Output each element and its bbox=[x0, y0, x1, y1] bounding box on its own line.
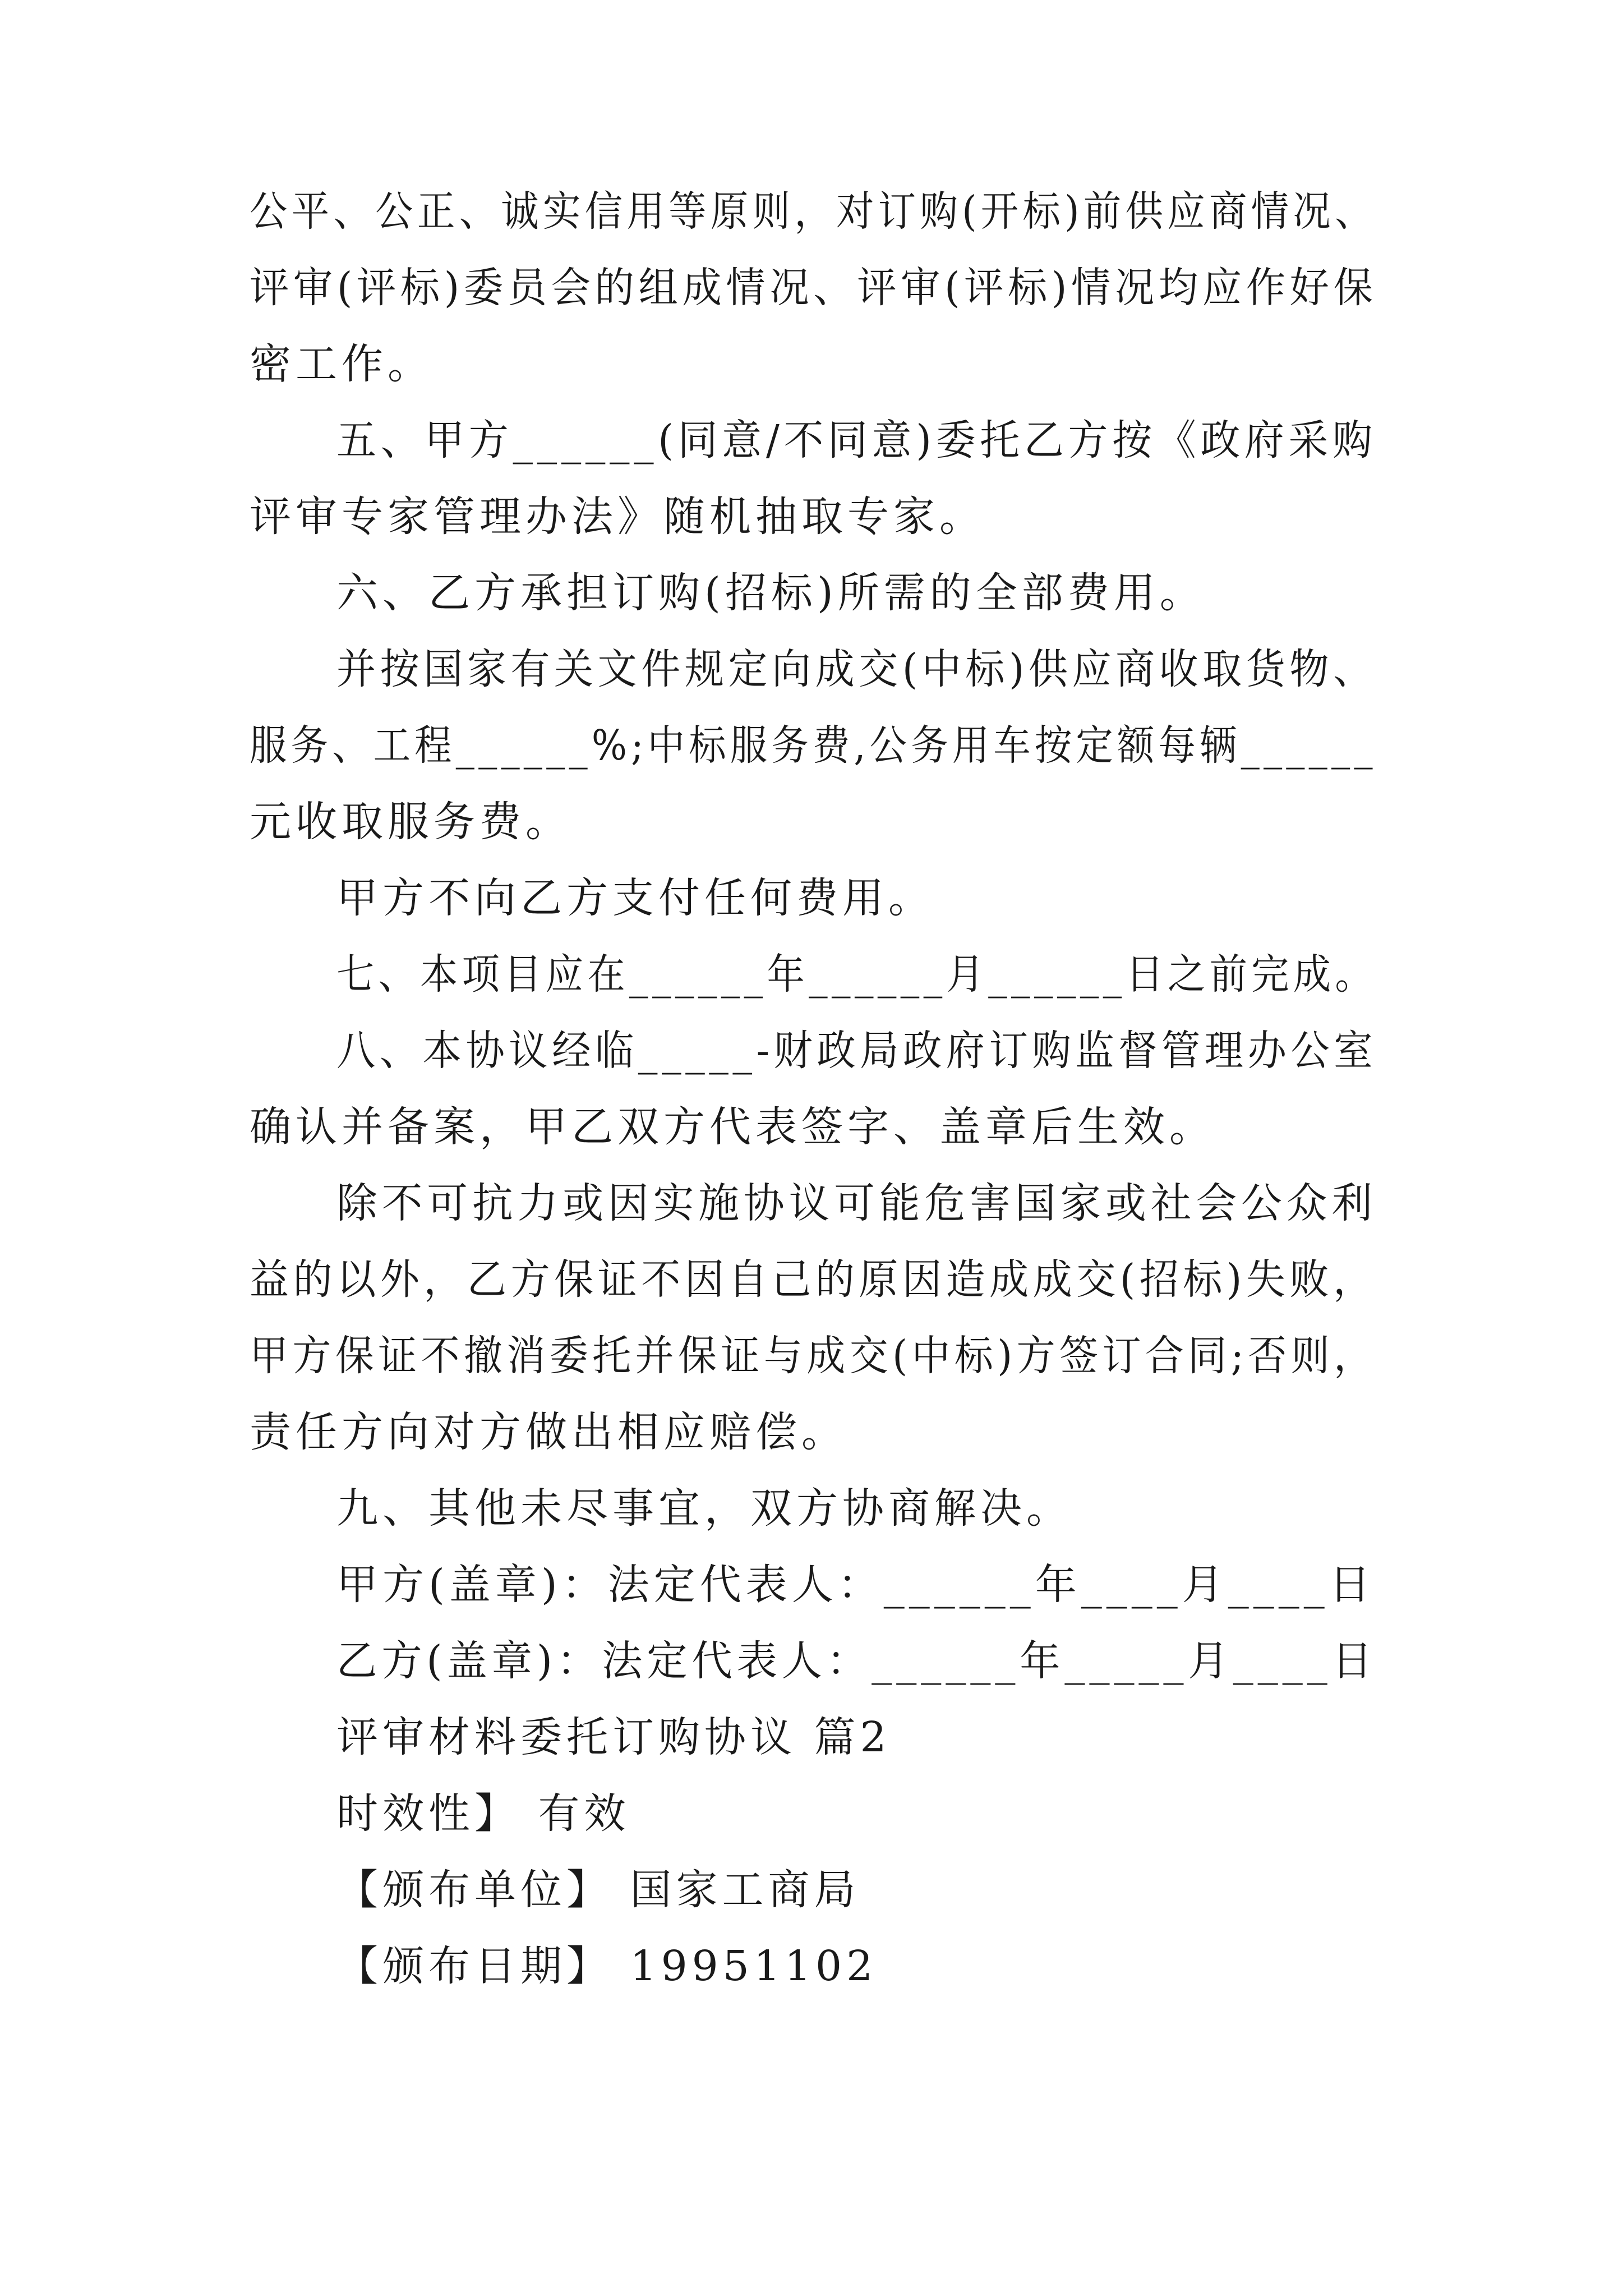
text-line: 六、乙方承担订购(招标)所需的全部费用。 bbox=[336, 569, 1206, 617]
text-line: 九、其他未尽事宜，双方协商解决。 bbox=[336, 1484, 1072, 1533]
text-line: 乙方(盖章)：法定代表人：______年_____月____日 bbox=[336, 1637, 1377, 1685]
text-line: 元收取服务费。 bbox=[250, 798, 571, 846]
text-line: 服务、工程______%;中标服务费,公务用车按定额每辆______ bbox=[250, 721, 1377, 770]
text-line: 评审(评标)委员会的组成情况、评审(评标)情况均应作好保 bbox=[250, 264, 1377, 312]
text-line: 评审专家管理办法》随机抽取专家。 bbox=[250, 493, 985, 541]
text-line: 益的以外，乙方保证不因自己的原因造成成交(招标)失败， bbox=[250, 1255, 1377, 1304]
text-line: 除不可抗力或因实施协议可能危害国家或社会公众利 bbox=[336, 1179, 1377, 1227]
text-line: 确认并备案，甲乙双方代表签字、盖章后生效。 bbox=[250, 1103, 1215, 1151]
text-line: 八、本协议经临_____-财政局政府订购监督管理办公室 bbox=[336, 1027, 1377, 1075]
text-line: 责任方向对方做出相应赔偿。 bbox=[250, 1408, 847, 1456]
text-line: 五、甲方______(同意/不同意)委托乙方按《政府采购 bbox=[336, 416, 1377, 464]
text-line: 甲方保证不撤消委托并保证与成交(中标)方签订合同;否则， bbox=[250, 1332, 1377, 1380]
text-line: 七、本项目应在______年______月______日之前完成。 bbox=[336, 950, 1377, 999]
text-line: 甲方(盖章)：法定代表人：______年____月____日 bbox=[336, 1561, 1375, 1609]
text-line: 甲方不向乙方支付任何费用。 bbox=[336, 874, 934, 922]
text-line: 公平、公正、诚实信用等原则，对订购(开标)前供应商情况、 bbox=[250, 187, 1377, 236]
text-line: 时效性】 有效 bbox=[336, 1789, 630, 1838]
text-line: 并按国家有关文件规定向成交(中标)供应商收取货物、 bbox=[336, 645, 1377, 693]
section-heading: 评审材料委托订购协议 篇2 bbox=[336, 1713, 891, 1761]
text-line: 密工作。 bbox=[250, 340, 434, 388]
text-line: 【颁布日期】 19951102 bbox=[336, 1942, 878, 1990]
text-line: 【颁布单位】 国家工商局 bbox=[336, 1866, 860, 1914]
